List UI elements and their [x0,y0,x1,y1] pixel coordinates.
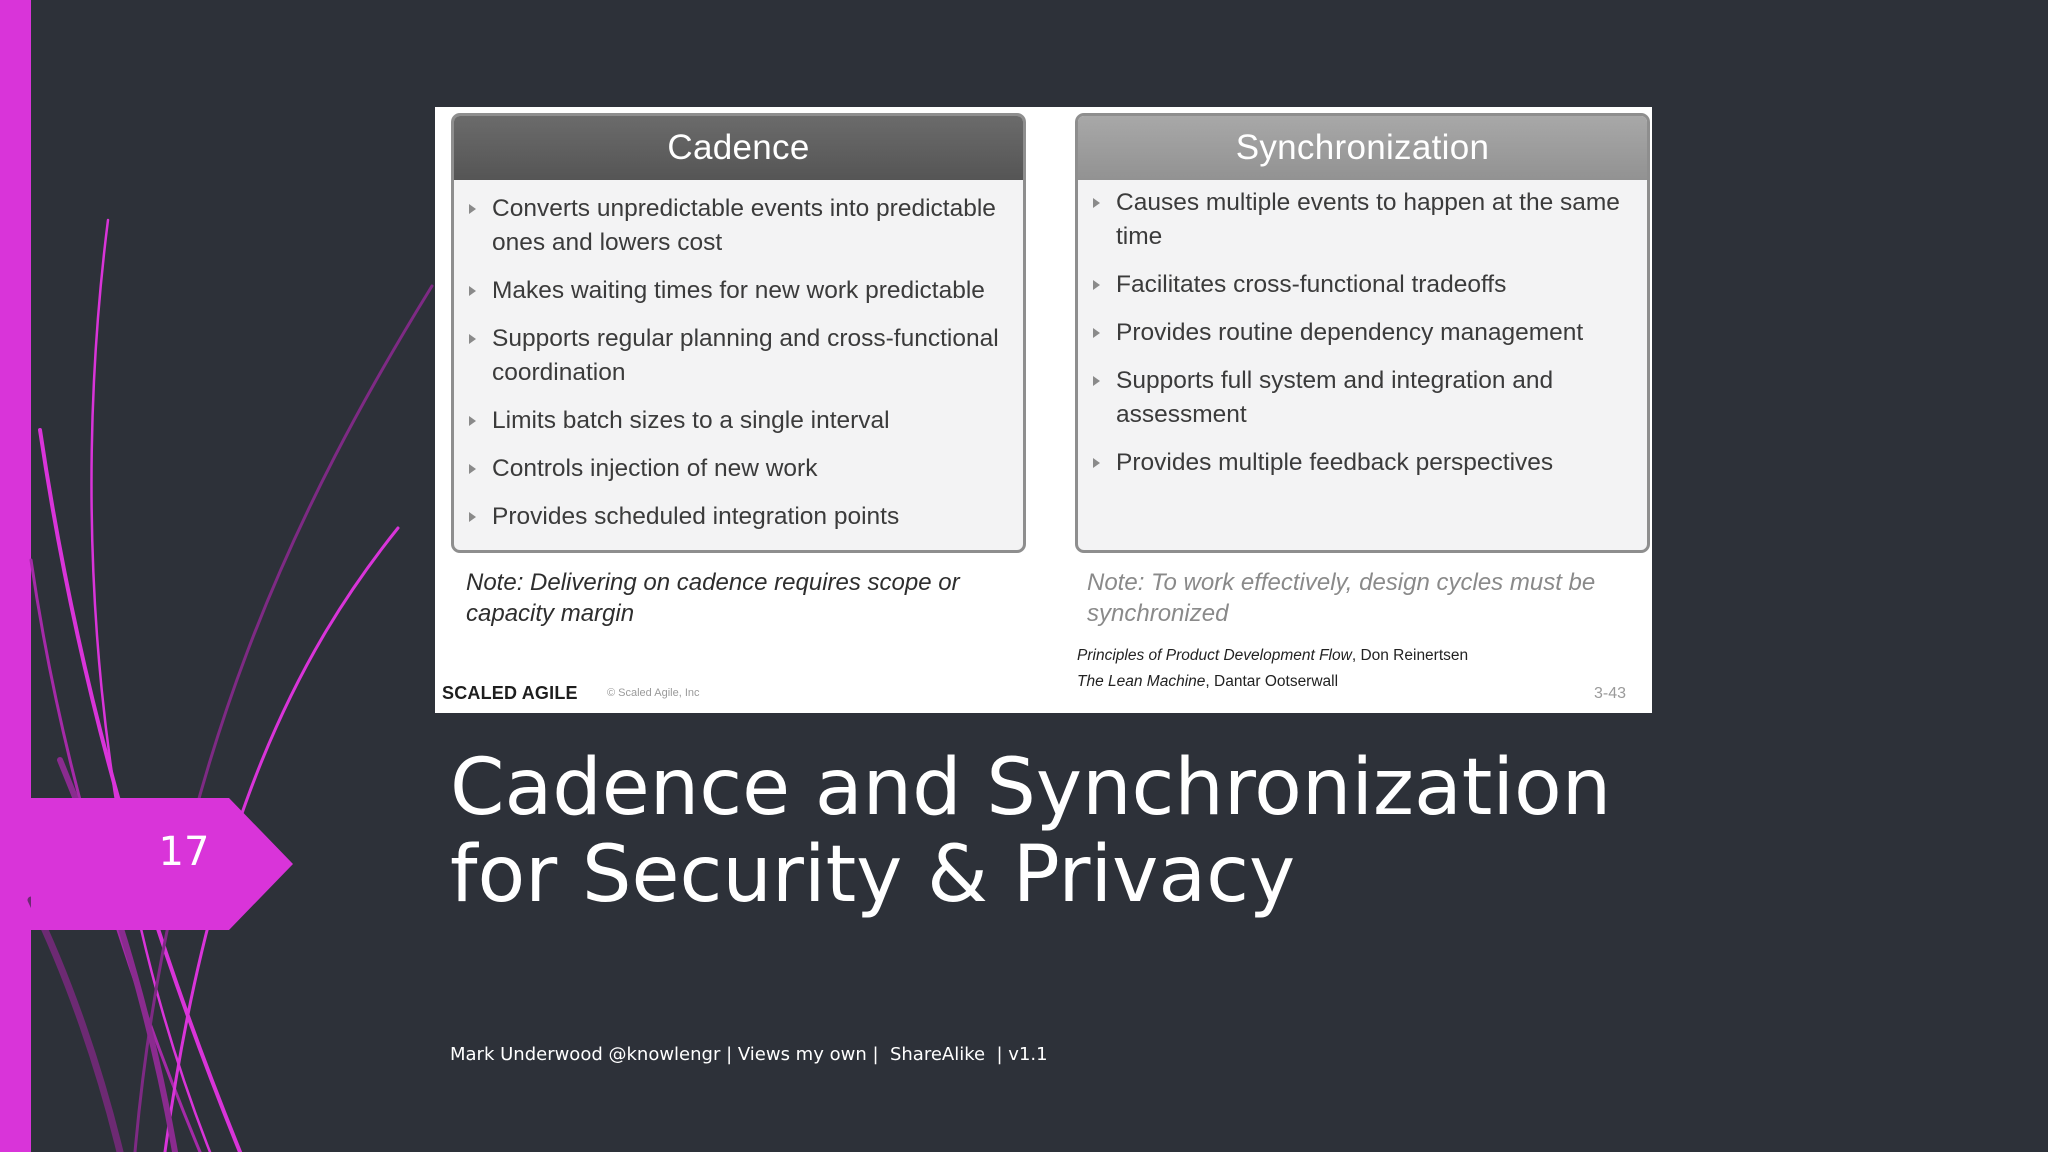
reference-author: , Don Reinertsen [1351,647,1469,664]
reference-line [1077,669,1468,695]
copyright-notice: © Scaled Agile, Inc [607,687,700,699]
synchronization-header: Synchronization [1078,116,1647,180]
slide-code: 3-43 [1593,685,1626,702]
slide-title [450,745,1990,919]
slide-title-line: Cadence and Synchronization [450,743,1612,833]
reference-title: The Lean Machine [1077,673,1206,690]
decorative-swoosh-lines [0,0,460,1152]
cadence-panel [451,113,1026,553]
cadence-bullet: Supports regular planning and cross-functional coordination [466,322,1011,390]
cadence-synchronization-figure [435,107,1652,713]
reference-line [1077,643,1468,669]
scaled-agile-logo: SCALED AGILE [442,683,578,703]
synchronization-bullet-list [1078,180,1647,480]
slide-title-line: for Security & Privacy [450,830,1296,920]
cadence-bullet: Provides scheduled integration points [466,500,1011,534]
slide-footer: Mark Underwood @knowlengr | Views my own | ShareAlike | v1.1 [450,1044,1048,1065]
synchronization-note: Note: To work effectively, design cycles must be synchronized [1087,569,1596,627]
references [1077,643,1468,695]
synchronization-bullet: Causes multiple events to happen at the same time [1090,186,1635,254]
synchronization-bullet: Provides routine dependency management [1090,316,1635,350]
cadence-bullet: Converts unpredictable events into predictable ones and lowers cost [466,192,1011,260]
cadence-header: Cadence [454,116,1023,180]
synchronization-bullet: Facilitates cross-functional tradeoffs [1090,268,1635,302]
reference-author: , Dantar Ootserwall [1205,673,1339,690]
synchronization-bullet: Provides multiple feedback perspectives [1090,446,1635,480]
synchronization-panel [1075,113,1650,553]
cadence-bullet: Limits batch sizes to a single interval [466,404,1011,438]
synchronization-bullet: Supports full system and integration and assessment [1090,364,1635,432]
cadence-note: Note: Delivering on cadence requires scope or capacity margin [466,569,960,627]
reference-title: Principles of Product Development Flow [1077,647,1352,664]
cadence-bullet: Controls injection of new work [466,452,1011,486]
page-number: 17 [158,829,210,875]
cadence-bullet: Makes waiting times for new work predictable [466,274,1011,308]
cadence-bullet-list [454,180,1023,534]
